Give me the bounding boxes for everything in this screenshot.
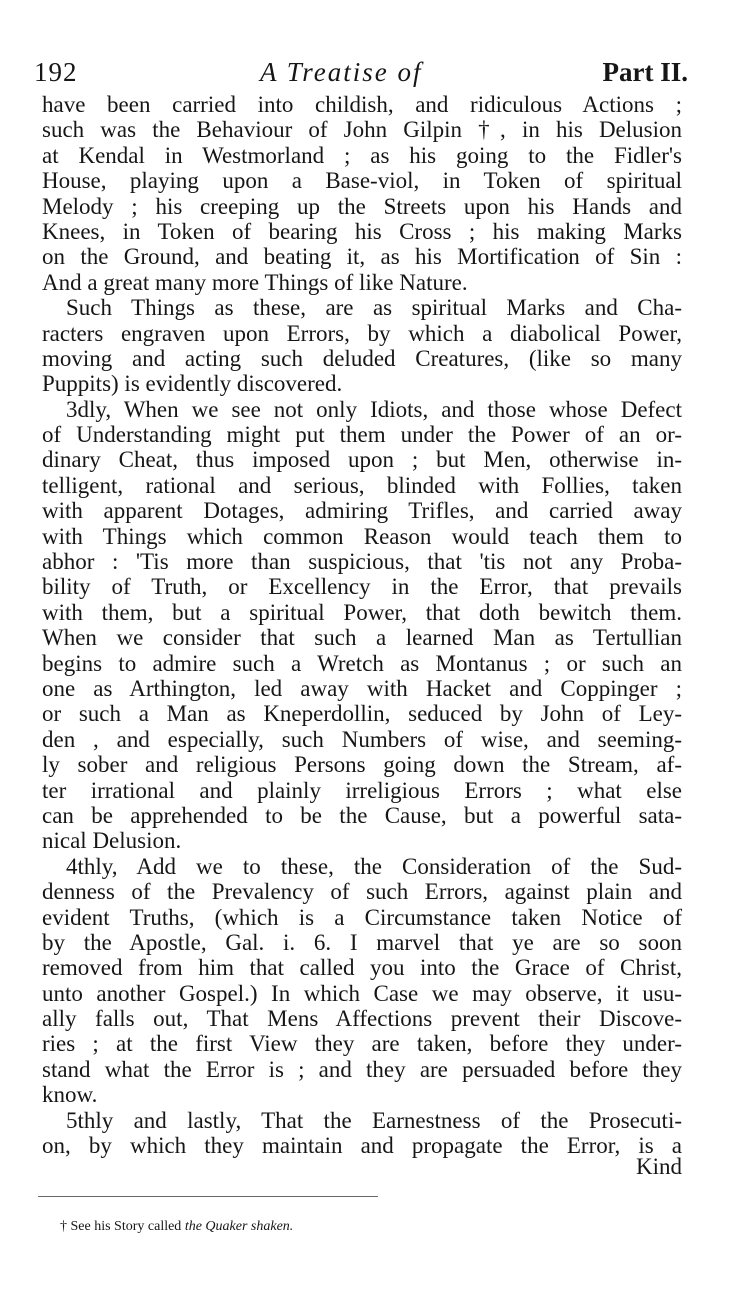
text-line: with Things which common Reason would teach them to <box>42 523 682 549</box>
text-line: such was the Behaviour of John Gilpin †, in his Delusion <box>42 117 682 143</box>
footnote-text: See his Story called <box>70 1219 182 1234</box>
text-line: den , and especially, such Numbers of wise, and seeming- <box>42 726 682 752</box>
running-title: A Treatise of <box>260 57 423 87</box>
text-line: dinary Cheat, thus imposed upon ; but Men, otherwise in- <box>42 447 682 473</box>
text-line: Knees, in Token of bearing his Cross ; his making Marks <box>42 218 682 244</box>
text-line: with them, but a spiritual Power, that doth bewitch them. <box>42 599 682 625</box>
text-line: can be apprehended to be the Cause, but a powerful sata- <box>42 802 682 828</box>
text-line: on the Ground, and beating it, as his Mortification of Sin : <box>42 244 682 270</box>
text-line: or such a Man as Kneperdollin, seduced by John of Ley- <box>42 701 682 727</box>
part-label: Part II. <box>602 57 688 87</box>
text-line: nical Delusion. <box>42 828 182 854</box>
text-line: ries ; at the first View they are taken, before they under- <box>42 1031 682 1057</box>
text-line: When we consider that such a learned Man as Tertullian <box>42 625 682 651</box>
text-line: stand what the Error is ; and they are persuaded before they <box>42 1056 682 1082</box>
text-line: Melody ; his creeping up the Streets upon his Hands and <box>42 193 682 219</box>
text-line: abhor : 'Tis more than suspicious, that 'tis not any Proba- <box>42 549 682 575</box>
text-line: bility of Truth, or Excellency in the Error, that prevails <box>42 574 682 600</box>
text-line: know. <box>42 1082 98 1108</box>
text-line: racters engraven upon Errors, by which a diabolical Power, <box>42 320 682 346</box>
text-line: House, playing upon a Base-viol, in Token of spiritual <box>42 168 682 194</box>
text-line: by the Apostle, Gal. i. 6. I marvel that ye are so soon <box>42 929 682 955</box>
page-number: 192 <box>34 57 78 87</box>
text-line: on, by which they maintain and propagate the Error, is a <box>42 1133 682 1159</box>
text-line: unto another Gospel.) In which Case we may observe, it usu- <box>42 980 682 1006</box>
body-text <box>42 92 682 1158</box>
text-line: have been carried into childish, and ridiculous Actions ; <box>42 92 682 117</box>
running-header <box>34 52 688 92</box>
text-line: with apparent Dotages, admiring Trifles, and carried away <box>42 498 682 524</box>
text-line: Such Things as these, are as spiritual Marks and Cha- <box>66 295 682 321</box>
text-line: removed from him that called you into the Grace of Christ, <box>42 955 682 981</box>
text-line: one as Arthington, led away with Hacket and Coppinger ; <box>42 675 682 701</box>
text-line: 4thly, Add we to these, the Consideration of the Sud- <box>66 853 682 879</box>
text-line: ly sober and religious Persons going down the Stream, af- <box>42 752 682 778</box>
text-line: And a great many more Things of like Nature. <box>42 269 468 295</box>
catchword: Kind <box>636 1154 682 1179</box>
text-line: 3dly, When we see not only Idiots, and those whose Defect <box>66 396 682 422</box>
text-line: at Kendal in Westmorland ; as his going to the Fidler's <box>42 142 682 168</box>
text-line: telligent, rational and serious, blinded with Follies, taken <box>42 472 682 498</box>
text-line: moving and acting such deluded Creatures, (like so many <box>42 345 682 371</box>
text-line: begins to admire such a Wretch as Montanus ; or such an <box>42 650 682 676</box>
footnote <box>60 1219 293 1235</box>
footnote-mark: † <box>60 1219 67 1234</box>
text-line: evident Truths, (which is a Circumstance taken Notice of <box>42 904 682 930</box>
footnote-rule <box>38 1196 378 1197</box>
footnote-title: the Quaker shaken. <box>184 1219 294 1234</box>
text-line: ter irrational and plainly irreligious Errors ; what else <box>42 777 682 803</box>
text-line: ally falls out, That Mens Affections prevent their Discove- <box>42 1006 682 1032</box>
text-line: Puppits) is evidently discovered. <box>42 371 343 397</box>
text-line: denness of the Prevalency of such Errors, against plain and <box>42 879 682 905</box>
text-line: 5thly and lastly, That the Earnestness of the Prosecuti- <box>66 1107 682 1133</box>
text-line: of Understanding might put them under the Power of an or- <box>42 422 682 448</box>
